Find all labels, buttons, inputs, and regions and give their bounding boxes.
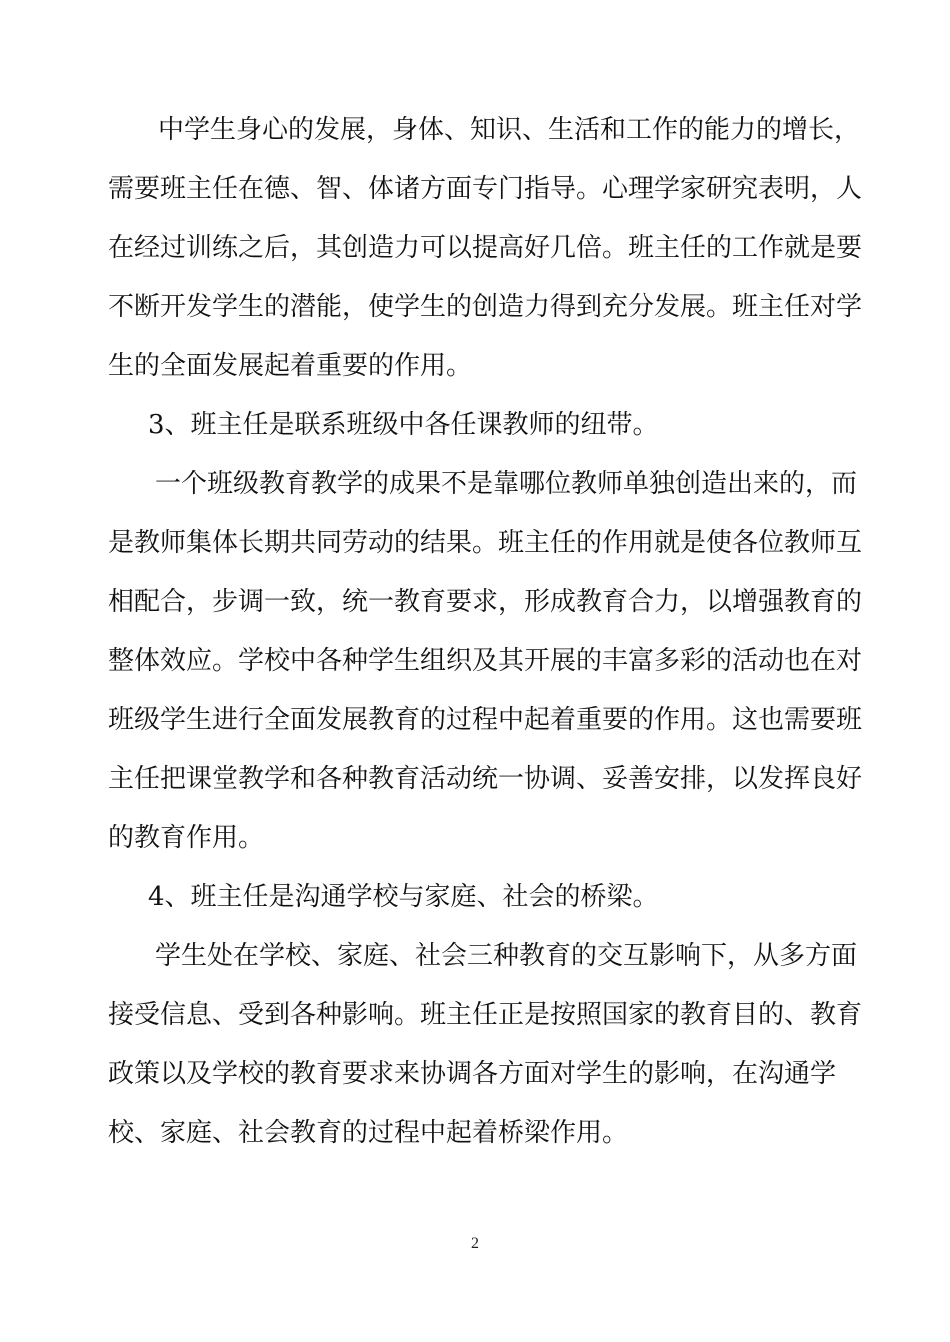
paragraph-5-line-4: 校、家庭、社会教育的过程中起着桥梁作用。: [108, 1118, 629, 1148]
paragraph-3-line-7: 的教育作用。: [108, 823, 265, 853]
paragraph-3-line-2: 是教师集体长期共同劳动的结果。班主任的作用就是使各位教师互: [108, 528, 863, 558]
paragraph-1-line-2: 需要班主任在德、智、体诸方面专门指导。心理学家研究表明，人: [108, 174, 863, 204]
page-number: 2: [471, 1235, 479, 1252]
paragraph-3-line-3: 相配合，步调一致，统一教育要求，形成教育合力，以增强教育的: [108, 587, 863, 617]
paragraph-5-line-1: 学生处在学校、家庭、社会三种教育的交互影响下，从多方面: [155, 941, 858, 971]
section-heading-4: 4、班主任是沟通学校与家庭、社会的桥梁。: [148, 882, 659, 912]
paragraph-3-line-5: 班级学生进行全面发展教育的过程中起着重要的作用。这也需要班: [108, 705, 863, 735]
paragraph-3-line-1: 一个班级教育教学的成果不是靠哪位教师单独创造出来的，而: [155, 469, 858, 499]
paragraph-1-line-3: 在经过训练之后，其创造力可以提高好几倍。班主任的工作就是要: [108, 233, 863, 263]
paragraph-1-line-1: 中学生身心的发展，身体、知识、生活和工作的能力的增长，: [158, 115, 861, 145]
paragraph-3-line-4: 整体效应。学校中各种学生组织及其开展的丰富多彩的活动也在对: [108, 646, 863, 676]
paragraph-1-line-5: 生的全面发展起着重要的作用。: [108, 351, 473, 381]
paragraph-3-line-6: 主任把课堂教学和各种教育活动统一协调、妥善安排，以发挥良好: [108, 764, 863, 794]
section-heading-3: 3、班主任是联系班级中各任课教师的纽带。: [148, 410, 659, 440]
paragraph-5-line-2: 接受信息、受到各种影响。班主任正是按照国家的教育目的、教育: [108, 1000, 863, 1030]
paragraph-5-line-3: 政策以及学校的教育要求来协调各方面对学生的影响，在沟通学: [108, 1059, 837, 1089]
paragraph-1-line-4: 不断开发学生的潜能，使学生的创造力得到充分发展。班主任对学: [108, 292, 863, 322]
